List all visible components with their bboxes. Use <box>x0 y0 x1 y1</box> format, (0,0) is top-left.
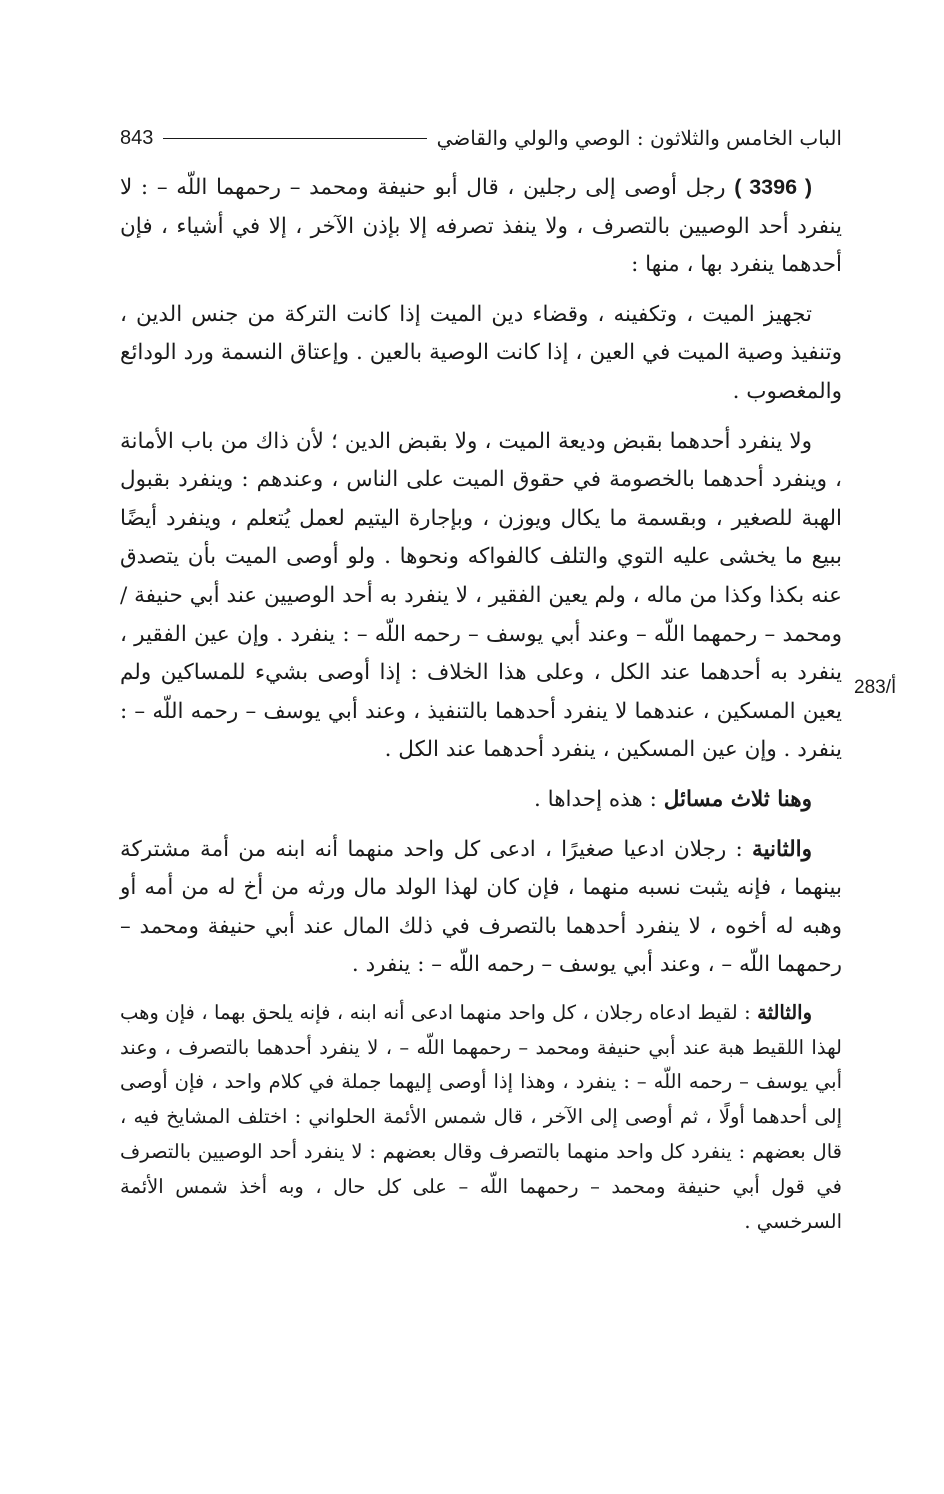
chapter-title: الباب الخامس والثلاثون : الوصي والولي والقاضي <box>436 126 842 150</box>
paragraph-three-issues <box>120 781 842 820</box>
header-rule <box>163 138 426 139</box>
paragraph-text: رجل أوصى إلى رجلين ، قال أبو حنيفة ومحمد – رحمهما اللّه – : لا ينفرد أحد الوصيين بالتصرف ، ولا ينفذ تصرفه إلا بإذن الآخر ، إلا في أشياء ، فإن أحدهما ينفرد بها ، منها : <box>120 175 842 278</box>
paragraph-3396 <box>120 168 842 285</box>
paragraph-text: : لقيط ادعاه رجلان ، كل واحد منهما ادعى أنه ابنه ، فإنه يلحق بهما ، فإن وهب لهذا اللقيط هبة عند أبي حنيفة ومحمد – رحمهما اللّه – ، لا ينفرد أحدهما بالتصرف ، وعند أبي يوسف – رحمه اللّه – : ينفرد ، وهذا إذا أوصى إليهما جملة في كلام واحد ، فإن أوصى إلى أحدهما أولًا ، ثم أوصى إلى الآخر ، قال شمس الأئمة الحلواني : اختلف المشايخ فيه ، قال بعضهم : ينفرد كل واحد منهما بالتصرف وقال بعضهم : لا ينفرد أحد الوصيين بالتصرف في قول أبي حنيفة ومحمد – رحمهما اللّه – على كل حال ، وبه أخذ شمس الأئمة السرخسي . <box>120 1000 842 1233</box>
paragraph-lead: وهنا ثلاث مسائل <box>663 786 812 812</box>
paragraph-lead: والثانية <box>752 836 812 862</box>
running-header <box>120 118 842 158</box>
paragraph-exceptions <box>120 296 842 412</box>
paragraph-second-issue <box>120 831 842 985</box>
manuscript-folio-note: 283/أ <box>854 677 897 698</box>
paragraph-text: ولا ينفرد أحدهما بقبض وديعة الميت ، ولا بقبض الدين ؛ لأن ذاك من باب الأمانة ، وينفرد أحدهما بالخصومة في حقوق الميت على الناس ، وعندهم : وينفرد بقبول الهبة للصغير ، وبقسمة ما يكال ويوزن ، وبإجارة اليتيم لعمل يُتعلم ، وينفرد أيضًا ببيع ما يخشى عليه التوي والتلف كالفواكه ونحوها . ولو أوصى الميت بأن يتصدق عنه بكذا وكذا من ماله ، ولم يعين الفقير ، لا ينفرد به أحد الوصيين عند أبي حنيفة / ومحمد – رحمهما اللّه – وعند أبي يوسف – رحمه اللّه – : ينفرد . وإن عين الفقير ، ينفرد به أحدهما عند الكل ، وعلى هذا الخلاف : إذا أوصى بشيء للمساكين ولم يعين المسكين ، عندهما لا ينفرد أحدهما بالتنفيذ ، وعند أبي يوسف – رحمه اللّه – : ينفرد . وإن عين المسكين ، ينفرد أحدهما عند الكل . <box>120 428 842 763</box>
paragraph-lead: والثالثة <box>757 1000 813 1024</box>
paragraph-restrictions <box>120 423 842 770</box>
paragraph-third-issue <box>120 996 842 1240</box>
issue-number: ( 3396 ) <box>734 175 813 199</box>
document-page <box>120 118 842 1250</box>
paragraph-text: : رجلان ادعيا صغيرًا ، ادعى كل واحد منهما أنه ابنه من أمة مشتركة بينهما ، فإنه يثبت نسبه منهما ، فإن كان لهذا الولد مال ورثه من أخ له من أمه أو وهبه له أخوه ، لا ينفرد أحدهما بالتصرف في ذلك المال عند أبي حنيفة ومحمد – رحمهما اللّه – ، وعند أبي يوسف – رحمه اللّه – : ينفرد . <box>120 836 842 978</box>
body-text <box>120 168 842 1239</box>
page-number: 843 <box>120 126 154 149</box>
paragraph-text: تجهيز الميت ، وتكفينه ، وقضاء دين الميت إذا كانت التركة من جنس الدين ، وتنفيذ وصية الميت في العين ، إذا كانت الوصية بالعين . وإعتاق النسمة ورد الودائع والمغصوب . <box>120 301 842 404</box>
paragraph-text: : هذه إحداها . <box>533 786 657 812</box>
